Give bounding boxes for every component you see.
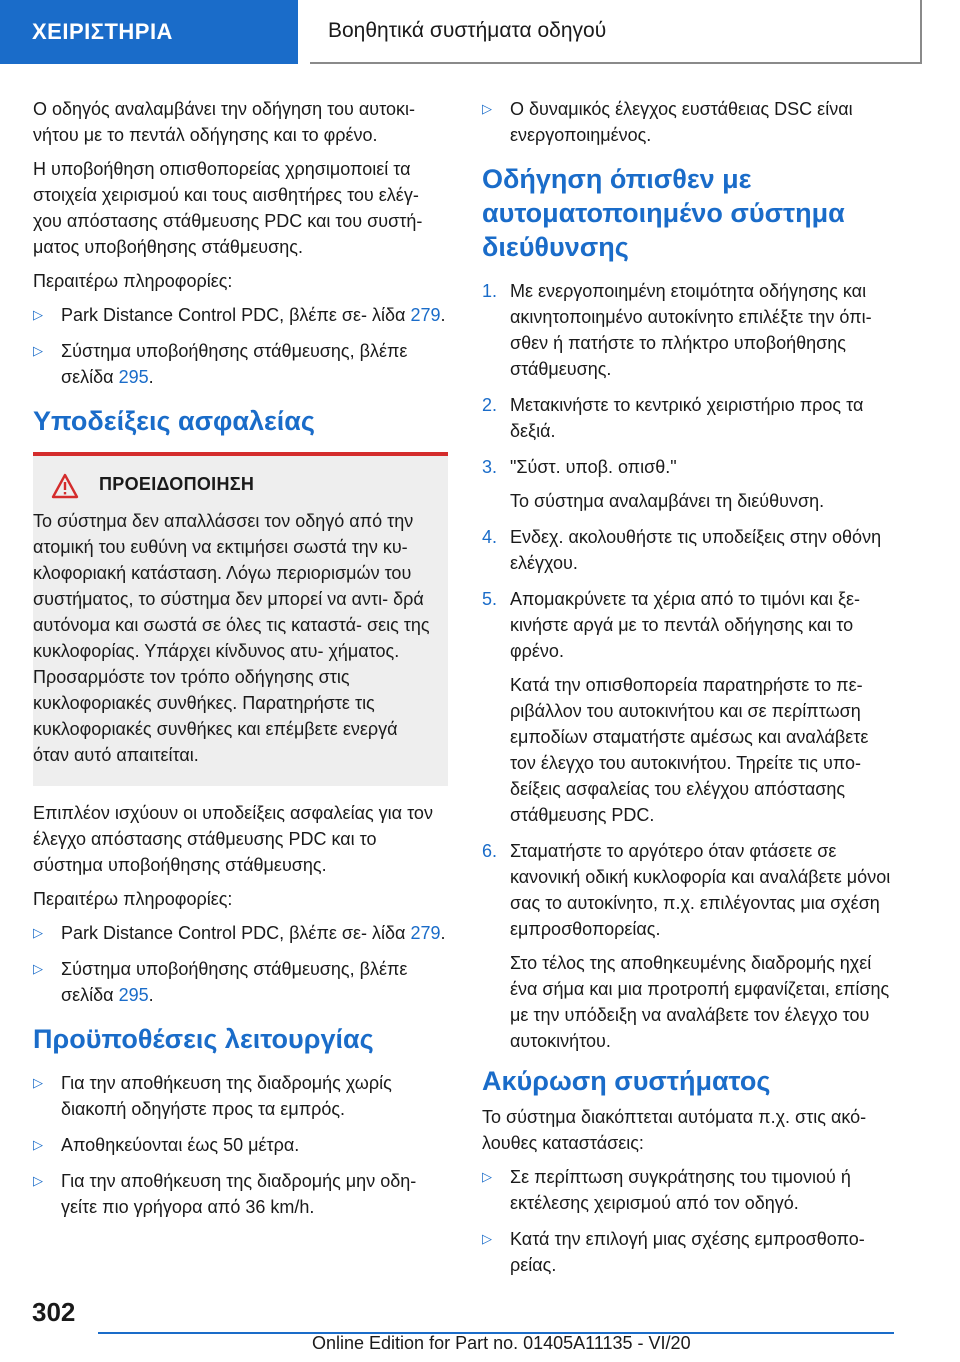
list-item-end: .: [440, 305, 446, 325]
triangle-bullet-icon: ▷: [33, 925, 43, 940]
step-text: "Σύστ. υποβ. οπισθ.": [510, 457, 677, 477]
list-item: [33, 920, 448, 946]
edition-footer: Online Edition for Part no. 01405A11135 - VI/20: [312, 1333, 691, 1353]
left-column: [33, 96, 448, 1230]
list-item-end: .: [148, 985, 154, 1005]
warning-text: Το σύστημα δεν απαλλάσσει τον οδηγό από την ατομική του ευθύνη να εκτιμήσει σωστά την κυ‐ κλοφοριακή κατάσταση. Λόγω περιορισμών του συστήματος, το σύστημα δεν μπορεί να αντι‐ δρά αυτόνομα και σωστά σε όλες τις καταστά‐ σεις της κυκλοφορίας. Υπάρχει κίνδυνος ατυ‐ χήματος. Προσαρμόστε τον τρόπο οδήγησης στις κυκλοφοριακές συνθήκες. Παρατηρήστε τις κυκλοφοριακές συνθήκες και επέμβετε ενεργά όταν αυτό απαιτείται.: [33, 511, 430, 765]
page-header: [0, 0, 960, 66]
list-item-text: Σύστημα υποβοήθησης στάθμευσης, βλέπε σελίδα: [61, 959, 408, 1005]
step-number: 6.: [482, 841, 498, 861]
step-note: Κατά την οπισθοπορεία παρατηρήστε το πε‐ ριβάλλον του αυτοκινήτου και σε περίπτωση εμποδίων σταματήστε αμέσως και αναλάβετε τον έλεγχο του αυτοκινήτου. Τηρείτε τις υπο‐ δείξεις ασφαλείας του ελέγχου απόστασης στάθμευσης PDC.: [510, 675, 869, 825]
section-heading: Οδήγηση όπισθεν με αυτοματοποιημένο σύστημα διεύθυνσης: [482, 164, 845, 262]
section-tab[interactable]: ΧΕΙΡΙΣΤΗΡΙΑ: [0, 0, 298, 64]
list-item-text: Κατά την επιλογή μιας σχέσης εμπροσθοπο‐ ρείας.: [510, 1229, 865, 1275]
warning-header: [33, 474, 438, 508]
bullet-list: [33, 1070, 448, 1220]
list-item: [482, 1226, 894, 1278]
warning-box: [33, 452, 448, 786]
step-text: Απομακρύνετε τα χέρια από το τιμόνι και ξε‐ κινήστε αργά με το πεντάλ οδήγησης και το φρένο.: [510, 589, 861, 661]
section-heading: Υποδείξεις ασφαλείας: [33, 406, 315, 436]
list-item-text: Για την αποθήκευση της διαδρομής χωρίς διακοπή οδηγήστε προς τα εμπρός.: [61, 1073, 392, 1119]
list-item-text: Park Distance Control PDC, βλέπε σε‐ λίδα: [61, 305, 411, 325]
step-item: [482, 586, 894, 828]
step-item: [482, 454, 894, 514]
step-item: [482, 524, 894, 576]
steps-list: [482, 278, 894, 1054]
bullet-list: [482, 1164, 894, 1278]
chapter-tab[interactable]: Βοηθητικά συστήματα οδηγού: [310, 0, 922, 64]
paragraph: Το σύστημα διακόπτεται αυτόματα π.χ. στις ακό‐ λουθες καταστάσεις:: [482, 1107, 867, 1153]
step-number: 1.: [482, 281, 498, 301]
triangle-bullet-icon: ▷: [33, 343, 43, 358]
section-heading: Ακύρωση συστήματος: [482, 1066, 771, 1096]
step-item: [482, 838, 894, 1054]
page-link[interactable]: 279: [410, 923, 441, 943]
list-item-text: Σε περίπτωση συγκράτησης του τιμονιού ή εκτέλεσης χειρισμού από τον οδηγό.: [510, 1167, 851, 1213]
list-item-end: .: [440, 923, 446, 943]
step-note: Στο τέλος της αποθηκευμένης διαδρομής ηχεί ένα σήμα και μια προτροπή εμφανίζεται, επίσης με την υπόδειξη να αναλάβετε τον έλεγχο του αυτοκινήτου.: [510, 953, 890, 1051]
step-number: 5.: [482, 589, 498, 609]
step-text: Σταματήστε το αργότερο όταν φτάσετε σε κανονική οδική κυκλοφορία και αναλάβετε μόνοι σας το αυτοκίνητο, π.χ. επιλέγοντας μια σχέση εμπροσθοπορείας.: [510, 841, 891, 939]
list-item-text: Αποθηκεύονται έως 50 μέτρα.: [61, 1135, 300, 1155]
step-number: 3.: [482, 457, 498, 477]
list-item: [33, 1168, 448, 1220]
step-number: 4.: [482, 527, 498, 547]
page-number: 302: [32, 1297, 76, 1327]
step-text: Μετακινήστε το κεντρικό χειριστήριο προς τα δεξιά.: [510, 395, 864, 441]
bullet-list: [482, 96, 894, 148]
list-item: [33, 338, 448, 390]
reference-list: [33, 302, 448, 390]
triangle-bullet-icon: ▷: [482, 1231, 492, 1246]
section-heading: Προϋποθέσεις λειτουργίας: [33, 1024, 374, 1054]
warning-title: ΠΡΟΕΙΔΟΠΟΙΗΣΗ: [99, 474, 255, 494]
paragraph: Η υποβοήθηση οπισθοπορείας χρησιμοποιεί τα στοιχεία χειρισμού και τους αισθητήρες του ελέγ‐ χου απόστασης στάθμευσης PDC και του συστή‐ ματος υποβοήθησης στάθμευσης.: [33, 159, 423, 257]
page-link[interactable]: 279: [410, 305, 441, 325]
more-info-label: Περαιτέρω πληροφορίες:: [33, 889, 233, 909]
step-note: Το σύστημα αναλαμβάνει τη διεύθυνση.: [510, 491, 825, 511]
right-column: [482, 96, 894, 1288]
triangle-bullet-icon: ▷: [33, 307, 43, 322]
step-item: [482, 278, 894, 382]
page-link[interactable]: 295: [118, 985, 149, 1005]
reference-list: [33, 920, 448, 1008]
list-item-text: Ο δυναμικός έλεγχος ευστάθειας DSC είναι ενεργοποιημένος.: [510, 99, 853, 145]
triangle-bullet-icon: ▷: [33, 1173, 43, 1188]
triangle-bullet-icon: ▷: [33, 1075, 43, 1090]
list-item: [482, 96, 894, 148]
triangle-bullet-icon: ▷: [33, 1137, 43, 1152]
list-item-text: Park Distance Control PDC, βλέπε σε‐ λίδα: [61, 923, 411, 943]
paragraph: Ο οδηγός αναλαμβάνει την οδήγηση του αυτοκι‐ νήτου με το πεντάλ οδήγησης και το φρένο.: [33, 99, 415, 145]
list-item: [33, 1132, 448, 1158]
list-item: [33, 1070, 448, 1122]
step-text: Ενδεχ. ακολουθήστε τις υποδείξεις στην οθόνη ελέγχου.: [510, 527, 882, 573]
step-text: Με ενεργοποιημένη ετοιμότητα οδήγησης και ακινητοποιημένο αυτοκίνητο επιλέξτε την όπι‐ σθεν ή πατήστε το πλήκτρο υποβοήθησης στάθμευσης.: [510, 281, 872, 379]
triangle-bullet-icon: ▷: [482, 101, 492, 116]
step-number: 2.: [482, 395, 498, 415]
list-item-text: Για την αποθήκευση της διαδρομής μην οδη‐ γείτε πιο γρήγορα από 36 km/h.: [61, 1171, 417, 1217]
triangle-bullet-icon: ▷: [482, 1169, 492, 1184]
triangle-bullet-icon: ▷: [33, 961, 43, 976]
list-item-text: Σύστημα υποβοήθησης στάθμευσης, βλέπε σελίδα: [61, 341, 408, 387]
list-item: [482, 1164, 894, 1216]
paragraph: Επιπλέον ισχύουν οι υποδείξεις ασφαλείας για τον έλεγχο απόστασης στάθμευσης PDC και το σύστημα υποβοήθησης στάθμευσης.: [33, 803, 433, 875]
page-link[interactable]: 295: [118, 367, 149, 387]
step-item: [482, 392, 894, 444]
list-item: [33, 956, 448, 1008]
list-item: [33, 302, 448, 328]
more-info-label: Περαιτέρω πληροφορίες:: [33, 271, 233, 291]
warning-triangle-icon: [51, 472, 79, 500]
list-item-end: .: [148, 367, 154, 387]
